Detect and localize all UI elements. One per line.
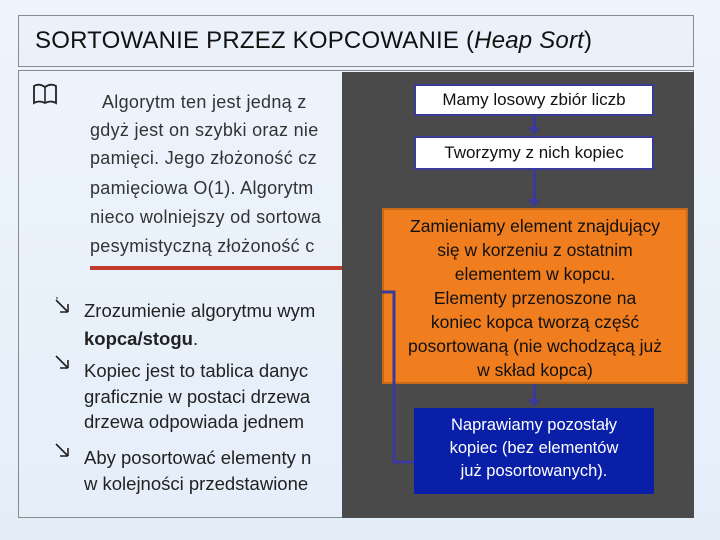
flow-step-1: Mamy losowy zbiór liczb bbox=[414, 84, 654, 116]
loop-back-arrow bbox=[342, 72, 694, 518]
flow-step-3-line: w skład kopca) bbox=[477, 360, 593, 380]
flow-step-4-line: już posortowanych). bbox=[460, 462, 608, 480]
bullet-3-line: Aby posortować elementy n bbox=[84, 447, 312, 468]
arrow-bullet-icon bbox=[54, 296, 76, 324]
bullet-2-line: Kopiec jest to tablica danyc bbox=[84, 360, 309, 381]
bullet-2-line: drzewa odpowiada jednem bbox=[84, 411, 305, 432]
flow-step-3-line: Elementy przenoszone na bbox=[433, 288, 637, 308]
intro-line: Algorytm ten jest jedną z bbox=[102, 92, 307, 112]
intro-line: pamięci. Jego złożoność cz bbox=[90, 148, 317, 168]
intro-line: pesymistyczną złożoność c bbox=[90, 236, 315, 256]
flow-step-4-line: Naprawiamy pozostały bbox=[451, 416, 617, 434]
flow-step-3-line: Zamieniamy element znajdujący bbox=[410, 216, 660, 236]
flow-step-3-line: elementem w kopcu. bbox=[454, 264, 616, 284]
bullet-1-bold: kopca/stogu. bbox=[84, 328, 199, 349]
red-underline bbox=[90, 266, 352, 270]
intro-line: gdyż jest on szybki oraz nie bbox=[90, 120, 319, 140]
title-box bbox=[18, 15, 694, 67]
intro-line: nieco wolniejszy od sortowa bbox=[90, 207, 322, 227]
flow-step-3-line: posortowaną (nie wchodzącą już bbox=[408, 336, 662, 356]
flow-step-4-line: kopiec (bez elementów bbox=[449, 439, 619, 457]
flow-step-3-line: koniec kopca tworzą część bbox=[430, 312, 640, 332]
arrow-bullet-icon bbox=[54, 352, 76, 380]
slide-title: SORTOWANIE PRZEZ KOPCOWANIE (Heap Sort) bbox=[35, 27, 593, 54]
intro-line: pamięciowa O(1). Algorytm bbox=[90, 178, 314, 198]
flow-step-2: Tworzymy z nich kopiec bbox=[414, 136, 654, 170]
book-icon bbox=[32, 82, 58, 112]
bullet-1-line: Zrozumienie algorytmu wym bbox=[84, 300, 316, 321]
bullet-2-line: graficznie w postaci drzewa bbox=[84, 386, 311, 407]
flow-step-3-line: się w korzeniu z ostatnim bbox=[437, 240, 633, 260]
arrow-bullet-icon bbox=[54, 440, 76, 468]
bullet-3-line: w kolejności przedstawione bbox=[84, 473, 309, 494]
